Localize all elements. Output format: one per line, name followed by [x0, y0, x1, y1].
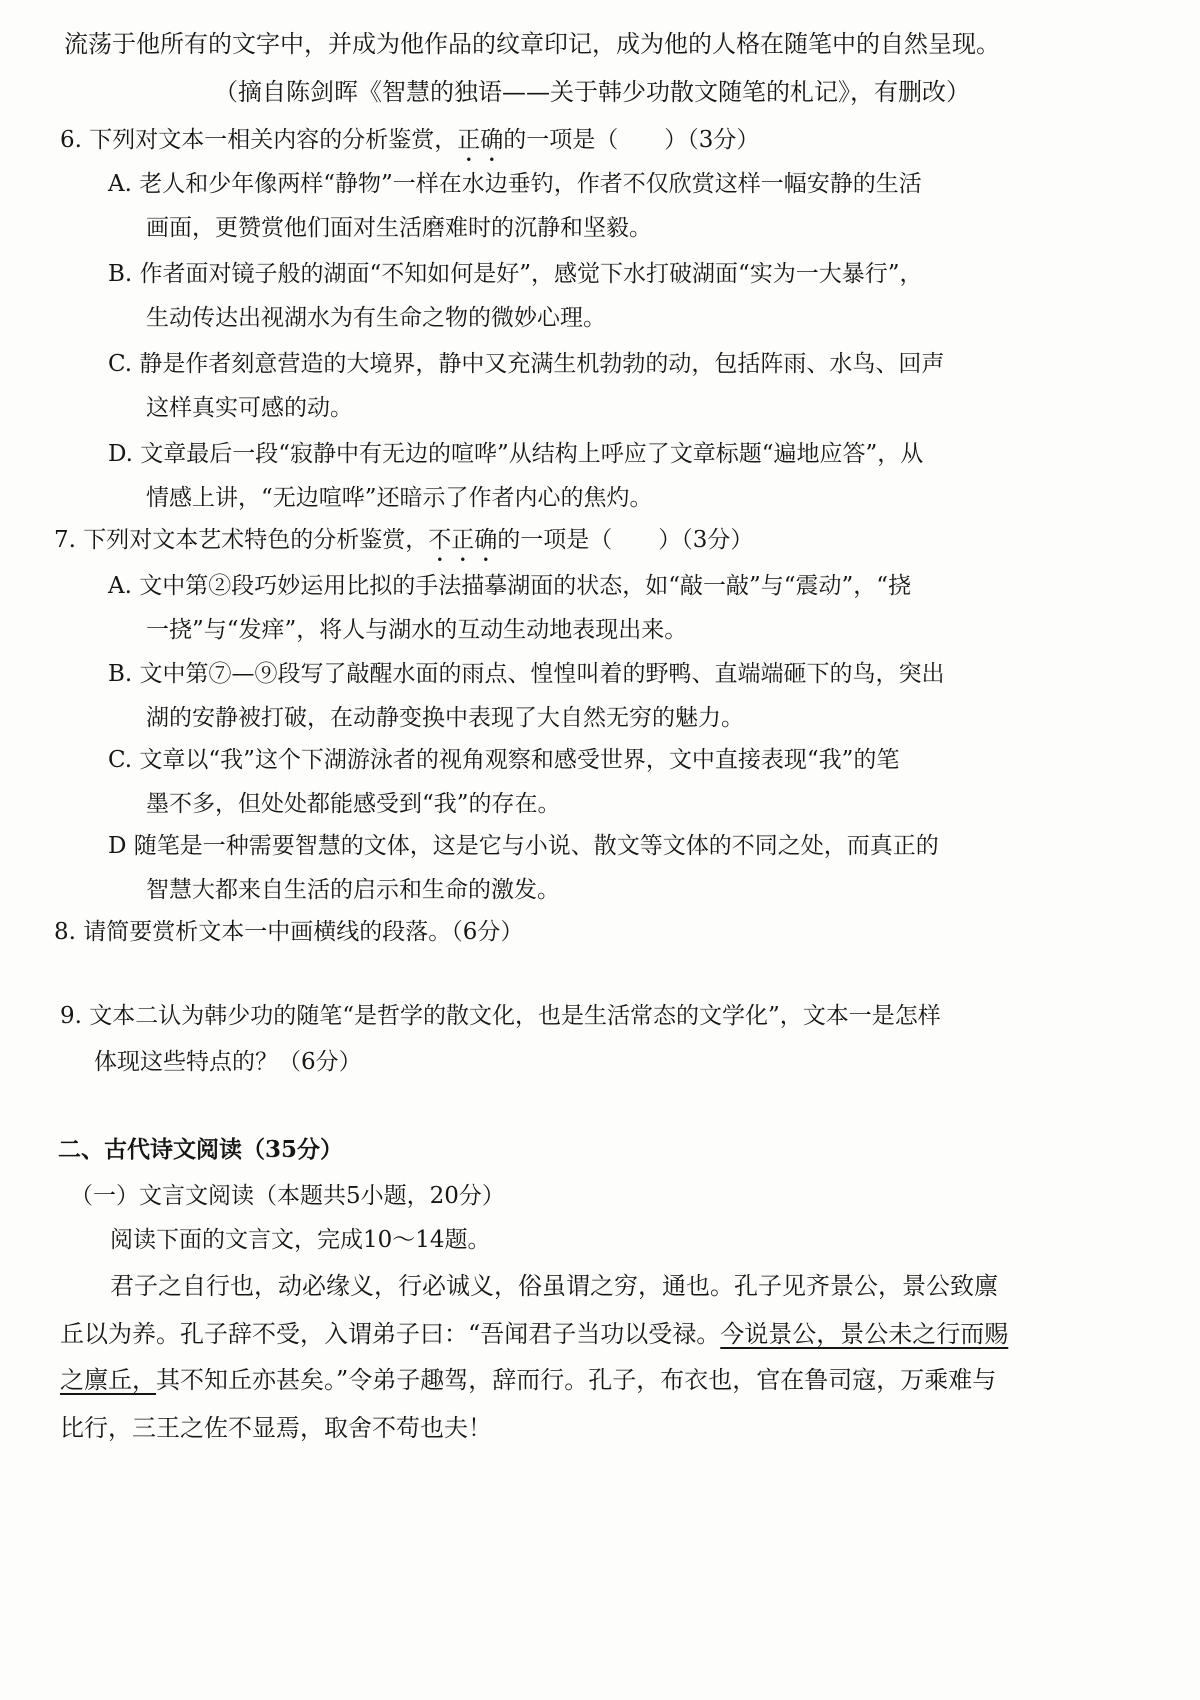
- passage-source: （摘自陈剑晖《智慧的独语——关于韩少功散文随笔的札记》，有删改）: [214, 78, 970, 106]
- q7-stem-post: 的一项是（ ）（3分）: [497, 527, 754, 553]
- q6-option-b: B. 作者面对镜子般的湖面“不知如何是好”，感觉下水打破湖面“实为一大暴行”，: [108, 261, 923, 287]
- q6-option-c-cont: 这样真实可感的动。: [146, 395, 353, 421]
- underlined-sentence: 今说景公，景公未之行而赐: [720, 1320, 1009, 1348]
- q6-option-d-cont: 情感上讲，“无边喧哗”还暗示了作者内心的焦灼。: [146, 485, 653, 511]
- classical-text-line-2: [60, 1318, 1008, 1350]
- q6-option-a: A. 老人和少年像两样“静物”一样在水边垂钓，作者不仅欣赏这样一幅安静的生活: [108, 171, 922, 197]
- section-heading: 二、古代诗文阅读（35分）: [58, 1136, 344, 1163]
- q7-option-c: C. 文章以“我”这个下湖游泳者的视角观察和感受世界，文中直接表现“我”的笔: [108, 747, 900, 773]
- q7-stem-pre: 7. 下列对文本艺术特色的分析鉴赏，: [54, 527, 429, 553]
- q6-stem-emphasis: 正确: [457, 127, 504, 153]
- q9-stem: 9. 文本二认为韩少功的随笔“是哲学的散文化，也是生活常态的文学化”，文本一是怎样: [60, 1003, 941, 1029]
- q6-option-a-cont: 画面，更赞赏他们面对生活磨难时的沉静和坚毅。: [146, 215, 652, 241]
- q7-option-d-cont: 智慧大都来自生活的启示和生命的激发。: [146, 877, 560, 903]
- q9-stem-cont: 体现这些特点的？（6分）: [94, 1049, 362, 1075]
- q6-option-b-cont: 生动传达出视湖水为有生命之物的微妙心理。: [146, 305, 606, 331]
- reading-instruction: 阅读下面的文言文，完成10～14题。: [110, 1227, 491, 1253]
- q8-stem: 8. 请简要赏析文本一中画横线的段落。（6分）: [54, 919, 524, 945]
- q7-option-b: B. 文中第⑦—⑨段写了敲醒水面的雨点、惶惶叫着的野鸭、直端端砸下的鸟，突出: [108, 661, 945, 687]
- q6-stem-post: 的一项是（ ）（3分）: [503, 127, 760, 153]
- classical-text-plain: 丘以为养。孔子辞不受，入谓弟子曰：“吾闻君子当功以受禄。: [60, 1320, 721, 1348]
- q6-stem: [60, 124, 759, 167]
- q6-option-c: C. 静是作者刻意营造的大境界，静中又充满生机勃勃的动，包括阵雨、水鸟、回声: [108, 351, 945, 377]
- passage-tail-line: 流荡于他所有的文字中，并成为他作品的纹章印记，成为他的人格在随笔中的自然呈现。: [64, 30, 1000, 58]
- q7-stem: [54, 524, 753, 567]
- classical-text-line-3: [60, 1364, 996, 1396]
- underlined-sentence-cont: 之廪丘，: [60, 1366, 156, 1394]
- classical-text-line-1: 君子之自行也，动必缘义，行必诚义，俗虽谓之穷，通也。孔子见齐景公，景公致廪: [110, 1272, 998, 1300]
- q6-option-d: D. 文章最后一段“寂静中有无边的喧哗”从结构上呼应了文章标题“遍地应答”，从: [108, 441, 924, 467]
- q7-option-d: D 随笔是一种需要智慧的文体，这是它与小说、散文等文体的不同之处，而真正的: [108, 833, 939, 859]
- classical-text-plain: 其不知丘亦甚矣。”令弟子趣驾，辞而行。孔子，布衣也，官在鲁司寇，万乘难与: [156, 1366, 997, 1394]
- q6-stem-pre: 6. 下列对文本一相关内容的分析鉴赏，: [60, 127, 458, 153]
- q7-option-c-cont: 墨不多，但处处都能感受到“我”的存在。: [146, 791, 561, 817]
- q7-stem-emphasis: 不正确: [428, 527, 498, 553]
- q7-option-a: A. 文中第②段巧妙运用比拟的手法描摹湖面的状态，如“敲一敲”与“震动”，“挠: [108, 573, 912, 599]
- subsection-heading: （一）文言文阅读（本题共5小题，20分）: [70, 1183, 505, 1209]
- q7-option-a-cont: 一挠”与“发痒”，将人与湖水的互动生动地表现出来。: [146, 617, 688, 643]
- q7-option-b-cont: 湖的安静被打破，在动静变换中表现了大自然无穷的魅力。: [146, 705, 744, 731]
- classical-text-line-4: 比行，三王之佐不显焉，取舍不苟也夫！: [60, 1414, 492, 1442]
